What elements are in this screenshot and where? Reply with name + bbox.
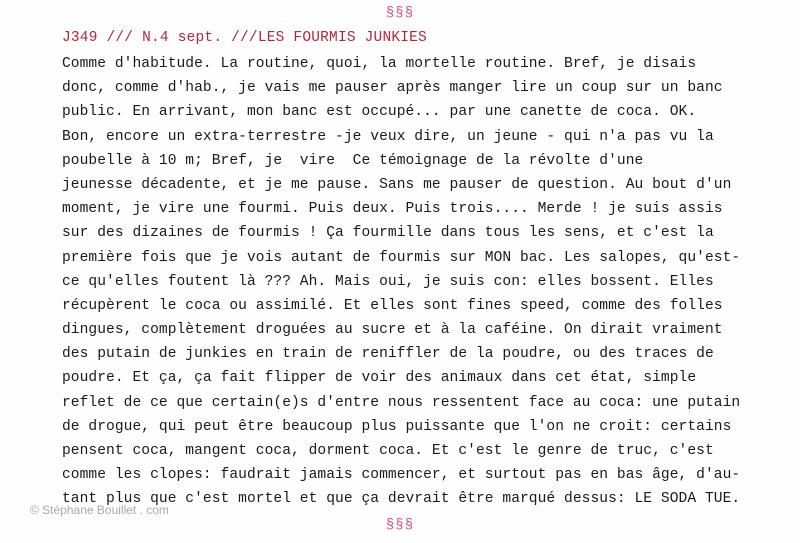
body-line: de drogue, qui peut être beaucoup plus puissante que l'on ne croit: certains bbox=[62, 418, 732, 435]
body-line: tant plus que c'est mortel et que ça devrait être marqué dessus: LE SODA TUE. bbox=[62, 491, 741, 508]
body-line: Bon, encore un extra-terrestre -je veux dire, un jeune - qui n'a pas vu la bbox=[62, 128, 714, 145]
entry-header: J349 /// N.4 sept. ///LES FOURMIS JUNKIES bbox=[62, 30, 427, 46]
body-line: jeunesse décadente, et je me pause. Sans me pauser de question. Au bout d'un bbox=[62, 176, 732, 193]
ornament-bottom: §§§ bbox=[385, 517, 415, 533]
body-line: des putain de junkies en train de reniffler de la poudre, ou des traces de bbox=[62, 346, 714, 363]
body-line: reflet de ce que certain(e)s d'entre nous ressentent face au coca: une putain bbox=[62, 394, 741, 411]
entry-body bbox=[62, 52, 762, 512]
body-line: poudre. Et ça, ça fait flipper de voir des animaux dans cet état, simple bbox=[62, 370, 697, 387]
body-line: première fois que je vois autant de fourmis sur MON bac. Les salopes, qu'est- bbox=[62, 249, 741, 266]
body-line: poubelle à 10 m; Bref, je vire Ce témoignage de la révolte d'une bbox=[62, 152, 644, 169]
body-line: pensent coca, mangent coca, dorment coca. Et c'est le genre de truc, c'est bbox=[62, 443, 714, 459]
body-line: donc, comme d'hab., je vais me pauser après manger lire un coup sur un banc bbox=[62, 80, 723, 97]
body-line: Comme d'habitude. La routine, quoi, la mortelle routine. Bref, je disais bbox=[62, 56, 697, 72]
body-line: dingues, complètement droguées au sucre et à la caféine. On dirait vraiment bbox=[62, 322, 723, 339]
ornament-top: §§§ bbox=[385, 5, 415, 21]
body-line: public. En arrivant, mon banc est occupé... par une canette de coca. OK. bbox=[62, 104, 697, 121]
body-line: ce qu'elles foutent là ??? Ah. Mais oui, je suis con: elles bossent. Elles bbox=[62, 273, 714, 290]
body-line: moment, je vire une fourmi. Puis deux. Puis trois.... Merde ! je suis assis bbox=[62, 201, 723, 218]
copyright-watermark: © Stéphane Bouillet . com bbox=[30, 503, 169, 517]
body-line: sur des dizaines de fourmis ! Ça fourmille dans tous les sens, et c'est la bbox=[62, 225, 714, 242]
body-line: récupèrent le coca ou assimilé. Et elles sont fines speed, comme des folles bbox=[62, 297, 723, 314]
body-line: comme les clopes: faudrait jamais commencer, et surtout pas en bas âge, d'au- bbox=[62, 467, 741, 484]
